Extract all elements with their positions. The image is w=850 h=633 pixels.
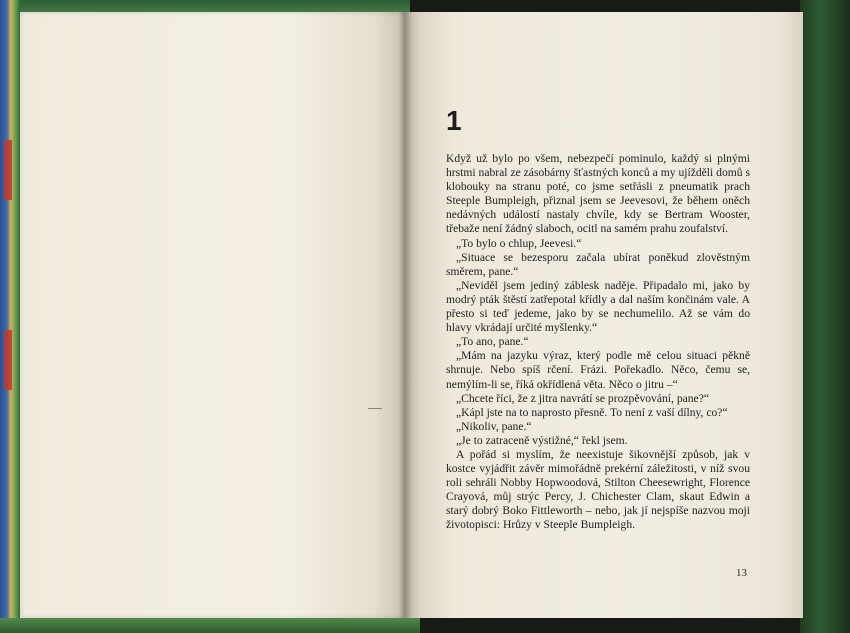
page-number: 13	[736, 567, 747, 579]
cover-right-edge	[800, 0, 850, 633]
paragraph: „To ano, pane.“	[456, 335, 529, 349]
cover-bottom-edge	[0, 618, 420, 633]
page-mark	[368, 408, 382, 409]
paragraph: „Kápl jste na to naprosto přesně. To není z vaší dílny, co?“	[456, 405, 728, 419]
paragraph: „Nikoliv, pane.“	[456, 419, 532, 433]
paragraph: „Neviděl jsem jediný záblesk naděje. Připadalo mi, jako by modrý pták štěstí zatřepotal křídly a dal naším končinám vale. A přesto si teď jedeme, jako by se nechumelilo. Až se vám do hlavy vkrádají určité myšlenky.“	[446, 278, 750, 335]
chapter-text	[446, 152, 750, 533]
paragraph: A pořád si myslím, že neexistuje šikovnější způsob, jak v kostce vyjádřit závěr mimořádně prekérní záležitosti, v níž svou roli sehráli Nobby Hopwoodová, Stilton Cheesewright, Florence Crayová, můj strýc Percy, J. Chichester Clam, skaut Edwin a starý dobrý Boko Fittleworth – nebo, jak jí nejspíše nazvou moji životopisci: Hrůzy v Steeple Bumpleigh.	[446, 447, 750, 532]
chapter-number: 1	[446, 105, 462, 136]
paragraph: „To bylo o chlup, Jeevesi.“	[456, 236, 582, 250]
paragraph: „Je to zatraceně výstižné,“ řekl jsem.	[456, 433, 628, 447]
paragraph: „Chcete říci, že z jitra navrátí se prozpěvování, pane?“	[456, 391, 709, 405]
paragraph: Když už bylo po všem, nebezpečí pominulo, každý si plnými hrstmi nabral ze zásobárny šťastných konců a my ujížděli domů s klobouky na stranu poté, co jsme setřásli z pneumatik prach Steeple Bumpleigh, přiznal jsem se Jeevesovi, že během oněch nedávných událostí nastaly chvíle, kdy se Bertram Wooster, třebaže není žádný slaboch, ocitl na samém prahu zoufalství.	[446, 152, 750, 236]
book-gutter	[398, 12, 412, 618]
cover-stripe	[4, 140, 12, 200]
paragraph: „Situace se bezesporu začala ubírat poněkud zlověstným směrem, pane.“	[446, 250, 750, 278]
cover-top-edge	[10, 0, 410, 12]
cover-left-edge	[0, 0, 20, 633]
paragraph: „Mám na jazyku výraz, který podle mě celou situaci pěkně shrnuje. Nebo spíš rčení. Frázi. Pořekadlo. Něco, čemu se, nemýlím-li se, říká okřídlená věta. Něco o jitru –“	[446, 349, 750, 391]
cover-stripe	[4, 330, 12, 390]
left-blank-page	[20, 12, 405, 618]
